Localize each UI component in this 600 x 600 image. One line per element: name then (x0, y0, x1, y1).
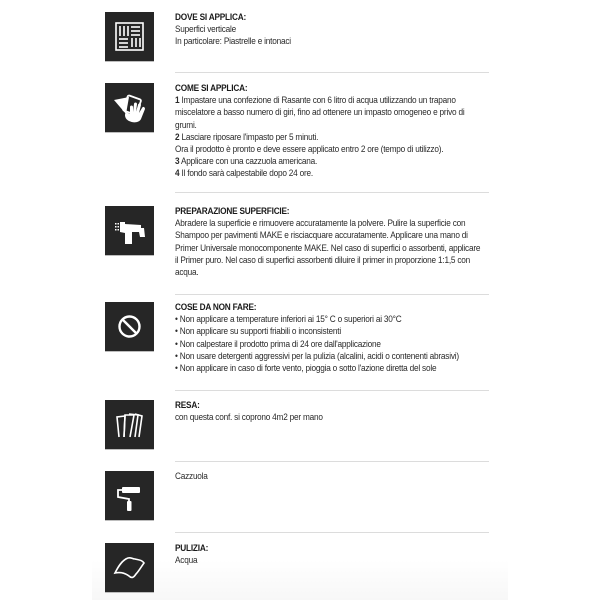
bullet-item: • Non usare detergenti aggressivi per la pulizia (alcalini, acidi o contenenti abrasivi) (175, 350, 459, 362)
divider (175, 390, 489, 391)
step-line (175, 120, 490, 132)
section-line: Shampoo per pavimenti MAKE e risciacquare accuratamente. Applicare una mano di (175, 230, 468, 242)
section-content (175, 83, 490, 181)
step-text: Applicare con una cazzuola americana. (181, 156, 318, 168)
section-title: COME SI APPLICA: (175, 83, 248, 94)
step-line (175, 95, 490, 107)
step-text: Ora il prodotto è pronto e deve essere applicato entro 2 ore (tempo di utilizzo). (175, 144, 444, 156)
step-line (175, 156, 490, 168)
bullet-item: • Non calpestare il prodotto prima di 24 ore dall'applicazione (175, 338, 381, 350)
bullet-item: • Non applicare in caso di forte vento, pioggia o sotto l'azione diretta del sole (175, 363, 437, 375)
section-title: PULIZIA: (175, 543, 209, 554)
step-text: grumi. (175, 119, 197, 131)
prohibited-icon (105, 302, 154, 352)
bullet-item: • Non applicare a temperature inferiori ai 15° C o superiori ai 30°C (175, 314, 402, 326)
bullet-item: • Non applicare su supporti friabili o inconsistenti (175, 326, 341, 338)
section-content (175, 543, 490, 567)
section-content (175, 12, 490, 49)
section-title: DOVE SI APPLICA: (175, 12, 246, 23)
section-line: Cazzuola (175, 471, 208, 482)
section-line: In particolare: Piastrelle e intonaci (175, 36, 291, 48)
section-line: Primer Universale monocomponente MAKE. Nel caso di superfici o assorbenti, applicare (175, 242, 481, 254)
section-line: il Primer puro. Nel caso di superfici assorbenti diluire il primer in proporzione 1:1,5 con (175, 254, 471, 266)
section-line: acqua. (175, 267, 199, 279)
step-number: 2 (175, 131, 180, 143)
divider (175, 72, 489, 73)
step-number: 3 (175, 156, 180, 168)
spray-gun-icon (105, 206, 154, 256)
step-line (175, 107, 490, 119)
section-line: con questa conf. si coprono 4m2 per mano (175, 412, 323, 424)
cloth-icon (105, 543, 154, 593)
step-line (175, 168, 490, 180)
divider (175, 294, 489, 295)
section-line: Superfici verticale (175, 24, 237, 36)
divider (175, 192, 489, 193)
paint-roller-icon (105, 471, 154, 521)
step-line (175, 132, 490, 144)
hand-applying-icon (105, 83, 154, 133)
step-text: Il fondo sarà calpestabile dopo 24 ore. (181, 168, 313, 180)
section-title: RESA: (175, 400, 200, 411)
section-content (175, 302, 490, 375)
section-line: Acqua (175, 555, 198, 567)
step-line (175, 144, 490, 156)
step-text: Impastare una confezione di Rasante con 6 litro di acqua utilizzando un trapano (181, 95, 456, 107)
section-title: PREPARAZIONE SUPERFICIE: (175, 206, 290, 217)
divider (175, 461, 489, 462)
step-text: Lasciare riposare l'impasto per 5 minuti. (181, 131, 319, 143)
step-text: miscelatore a basso numero di giri, fino ad ottenere un impasto omogeneo e privo di (175, 107, 465, 119)
section-content (175, 206, 490, 279)
step-number: 4 (175, 168, 180, 180)
section-line: Abradere la superficie e rimuovere accuratamente la polvere. Pulire la superficie con (175, 218, 466, 230)
divider (175, 532, 489, 533)
section-content (175, 471, 490, 483)
section-title: COSE DA NON FARE: (175, 302, 257, 313)
step-number: 1 (175, 95, 180, 107)
parquet-pattern-icon (105, 12, 154, 62)
section-content (175, 400, 490, 424)
tiles-coverage-icon (105, 400, 154, 450)
